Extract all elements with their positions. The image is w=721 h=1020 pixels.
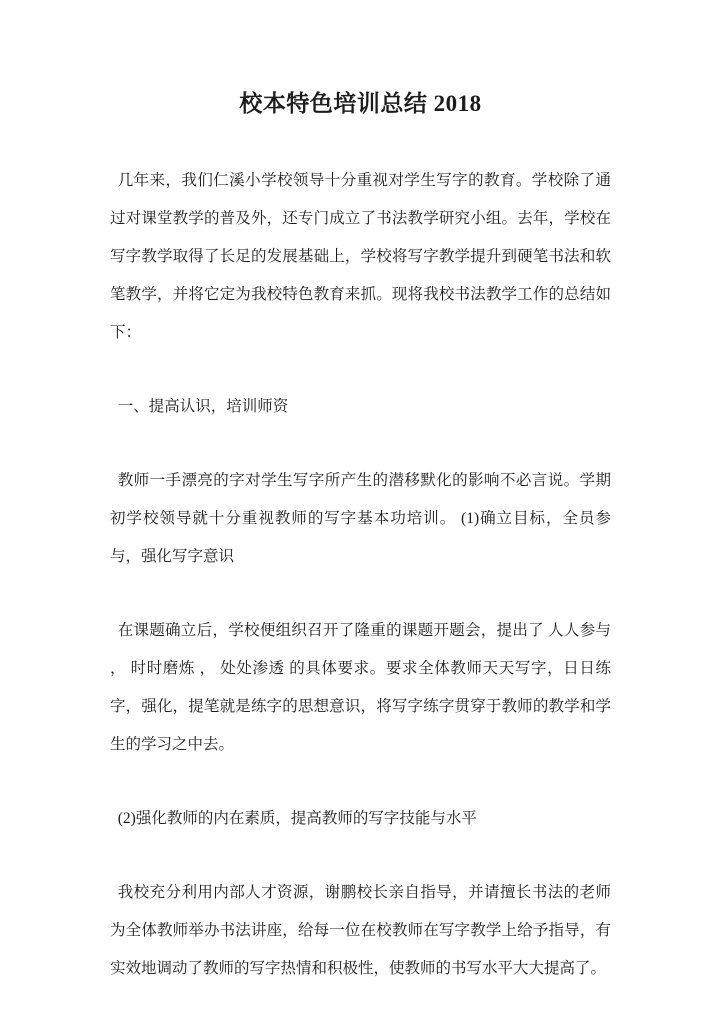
intro-paragraph: 几年来，我们仁溪小学校领导十分重视对学生写字的教育。学校除了通过对课堂教学的普及外，还专门成立了书法教学研究小组。去年，学校在写字教学取得了长足的发展基础上，学校将写字教学提升到硬笔书法和软笔教学，并将它定为我校特色教育来抓。现将我校书法教学工作的总结如下： — [110, 172, 611, 341]
document-title: 校本特色培训总结 2018 — [239, 91, 482, 116]
section1-paragraph-1: 教师一手漂亮的字对学生写字所产生的潜移默化的影响不必言说。学期初学校领导就十分重视教师的写字基本功培训。 (1)确立目标，全员参与，强化写字意识 — [110, 472, 611, 565]
section1-sub-heading-2: (2)强化教师的内在素质，提高教师的写字技能与水平 — [117, 810, 477, 827]
section1-paragraph-2: 在课题确立后，学校便组织召开了隆重的课题开题会，提出了 人人参与 ， 时时磨炼 ， 处处渗透 的具体要求。要求全体教师天天写字，日日练字，强化，提笔就是练字的思想意识，将写字练字贯穿于教师的教学和学生的学习之中去。 — [110, 622, 611, 753]
section1-paragraph-3: 我校充分利用内部人才资源，谢鹏校长亲自指导，并请擅长书法的老师为全体教师举办书法讲座，给每一位在校教师在写字教学上给予指导，有实效地调动了教师的写字热情和积极性，使教师的书写水平大大提高了。 — [110, 884, 611, 977]
section-heading-1: 一、提高认识，培训师资 — [117, 398, 289, 415]
document-body — [110, 162, 611, 988]
